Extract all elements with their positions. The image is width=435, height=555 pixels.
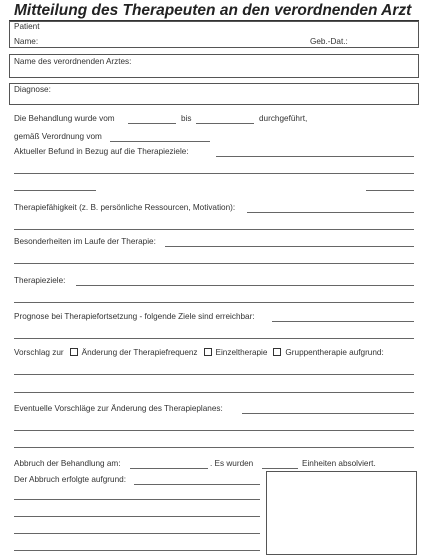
abort-reason-line[interactable] <box>14 533 260 534</box>
findings-line[interactable] <box>366 190 414 191</box>
abort-date-field[interactable] <box>130 468 208 469</box>
abort-reason-line[interactable] <box>14 550 260 551</box>
peculiarities-label: Besonderheiten im Laufe der Therapie: <box>14 237 156 246</box>
findings-label: Aktueller Befund in Bezug auf die Therapieziele: <box>14 147 189 156</box>
peculiarities-line[interactable] <box>14 263 414 264</box>
treatment-text-1: Die Behandlung wurde vom <box>14 114 115 123</box>
suggestion-prefix: Vorschlag zur <box>14 348 64 357</box>
prescription-date-field[interactable] <box>110 141 210 142</box>
treatment-from-field[interactable] <box>128 123 176 124</box>
form-title: Mitteilung des Therapeuten an den verordnenden Arzt <box>14 2 412 19</box>
patient-dob-label[interactable]: Geb.-Dat.: <box>310 37 348 46</box>
findings-line[interactable] <box>14 173 414 174</box>
group-therapy-option: Gruppentherapie aufgrund: <box>285 348 384 357</box>
findings-line[interactable] <box>216 156 414 157</box>
treatment-text-bis: bis <box>181 114 192 123</box>
ability-line[interactable] <box>14 229 414 230</box>
patient-name-label[interactable]: Name: <box>14 37 39 46</box>
single-therapy-option: Einzeltherapie <box>215 348 268 357</box>
prognosis-label: Prognose bei Therapiefortsetzung - folgende Ziele sind erreichbar: <box>14 312 255 321</box>
treatment-to-field[interactable] <box>196 123 254 124</box>
abort-reason-line[interactable] <box>14 499 260 500</box>
single-therapy-checkbox[interactable] <box>204 348 212 356</box>
frequency-checkbox[interactable] <box>70 348 78 356</box>
ability-label: Therapiefähigkeit (z. B. persönliche Ressourcen, Motivation): <box>14 203 236 212</box>
treatment-text-3: gemäß Verordnung vom <box>14 132 102 141</box>
abort-text-2: . Es wurden <box>210 459 254 468</box>
abort-text-1: Abbruch der Behandlung am: <box>14 459 121 468</box>
diagnosis-box[interactable] <box>9 83 419 105</box>
suggestion-row <box>14 348 384 358</box>
proposals-label: Eventuelle Vorschläge zur Änderung des Therapieplanes: <box>14 404 223 413</box>
group-therapy-checkbox[interactable] <box>273 348 281 356</box>
prognosis-line[interactable] <box>14 338 414 339</box>
proposals-line[interactable] <box>14 447 414 448</box>
peculiarities-line[interactable] <box>165 246 414 247</box>
goals-line[interactable] <box>76 285 414 286</box>
goals-label: Therapieziele: <box>14 276 66 285</box>
goals-line[interactable] <box>14 302 414 303</box>
proposals-line[interactable] <box>14 430 414 431</box>
abort-reason-label: Der Abbruch erfolgte aufgrund: <box>14 475 126 484</box>
proposals-line[interactable] <box>242 413 414 414</box>
suggestion-line[interactable] <box>14 374 414 375</box>
doctor-label: Name des verordnenden Arztes: <box>14 57 132 66</box>
findings-line[interactable] <box>14 190 96 191</box>
patient-box <box>9 21 419 48</box>
patient-heading: Patient <box>14 22 40 31</box>
ability-line[interactable] <box>247 212 414 213</box>
treatment-text-2: durchgeführt, <box>259 114 308 123</box>
frequency-option: Änderung der Therapiefrequenz <box>81 348 198 357</box>
abort-reason-line[interactable] <box>134 484 260 485</box>
abort-units-field[interactable] <box>262 468 298 469</box>
diagnosis-label: Diagnose: <box>14 85 51 94</box>
abort-text-3: Einheiten absolviert. <box>302 459 376 468</box>
suggestion-line[interactable] <box>14 392 414 393</box>
prognosis-line[interactable] <box>272 321 414 322</box>
abort-reason-line[interactable] <box>14 516 260 517</box>
stamp-signature-box[interactable] <box>266 471 417 555</box>
